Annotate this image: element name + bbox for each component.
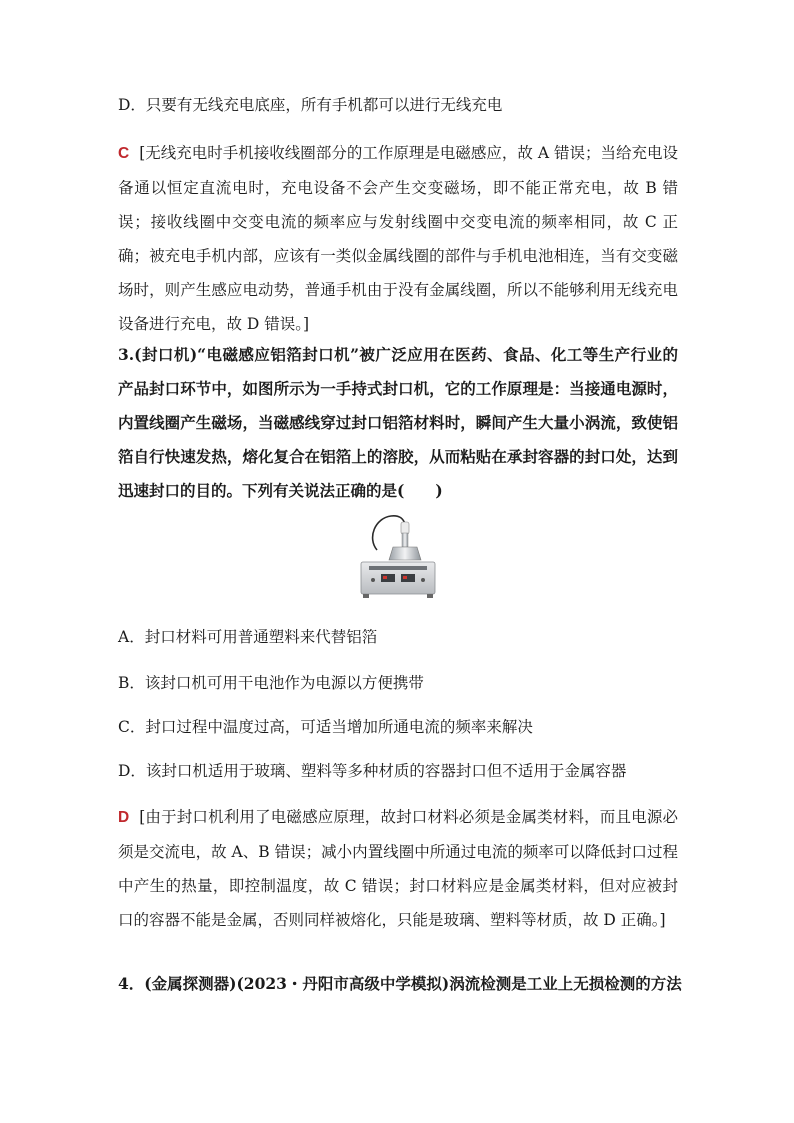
answer-block-3 (118, 800, 678, 937)
answer-explanation: [由于封口机利用了电磁感应原理，故封口材料必须是金属类材料，而且电源必须是交流电，故 A、B 错误；减小内置线圈中所通过电流的频率可以降低封口过程中产生的热量，即控制温度，故 C 错误；封口材料应是金属类材料，但对应被封口的容器不能是金属，否则同样被熔化，只能是玻璃、塑料等材质，故 D 正确。] (118, 808, 678, 929)
question-3-stem: 3.(封口机)“电磁感应铝箔封口机”被广泛应用在医药、食品、化工等生产行业的产品封口环节中，如图所示为一手持式封口机，它的工作原理是：当接通电源时，内置线圈产生磁场，当磁感线穿过封口铝箔材料时，瞬间产生大量小涡流，致使铝箔自行快速发热，熔化复合在铝箔上的溶胶，从而粘贴在承封容器的封口处，达到迅速封口的目的。下列有关说法正确的是( ) (118, 345, 678, 500)
question-4-stem: 4．(金属探测器)(2023・丹阳市高级中学模拟)涡流检测是工业上无损检测的方法 (118, 974, 682, 993)
answer-letter: D (118, 809, 130, 826)
sealing-machine-illustration (355, 510, 440, 602)
answer-block-1 (118, 136, 678, 341)
question-3-option-c: C．封口过程中温度过高，可适当增加所通电流的频率来解决 (118, 718, 533, 736)
answer-letter: C (118, 145, 130, 162)
question-3-option-a: A．封口材料可用普通塑料来代替铝箔 (118, 628, 378, 646)
option-d-wireless-charging: D．只要有无线充电底座，所有手机都可以进行无线充电 (118, 96, 503, 114)
answer-explanation: [无线充电时手机接收线圈部分的工作原理是电磁感应，故 A 错误；当给充电设备通以恒定直流电时，充电设备不会产生交变磁场，即不能正常充电，故 B 错误；接收线圈中交变电流的频率应与发射线圈中交变电流的频率相同，故 C 正确；被充电手机内部，应该有一类似金属线圈的部件与手机电池相连，当有交变磁场时，则产生感应电动势，普通手机由于没有金属线圈，所以不能够利用无线充电设备进行充电，故 D 错误。] (118, 144, 678, 333)
question-3-option-d: D．该封口机适用于玻璃、塑料等多种材质的容器封口但不适用于金属容器 (118, 762, 627, 780)
sealing-machine-figure (355, 510, 440, 602)
question-3-option-b: B．该封口机可用干电池作为电源以方便携带 (118, 674, 424, 692)
